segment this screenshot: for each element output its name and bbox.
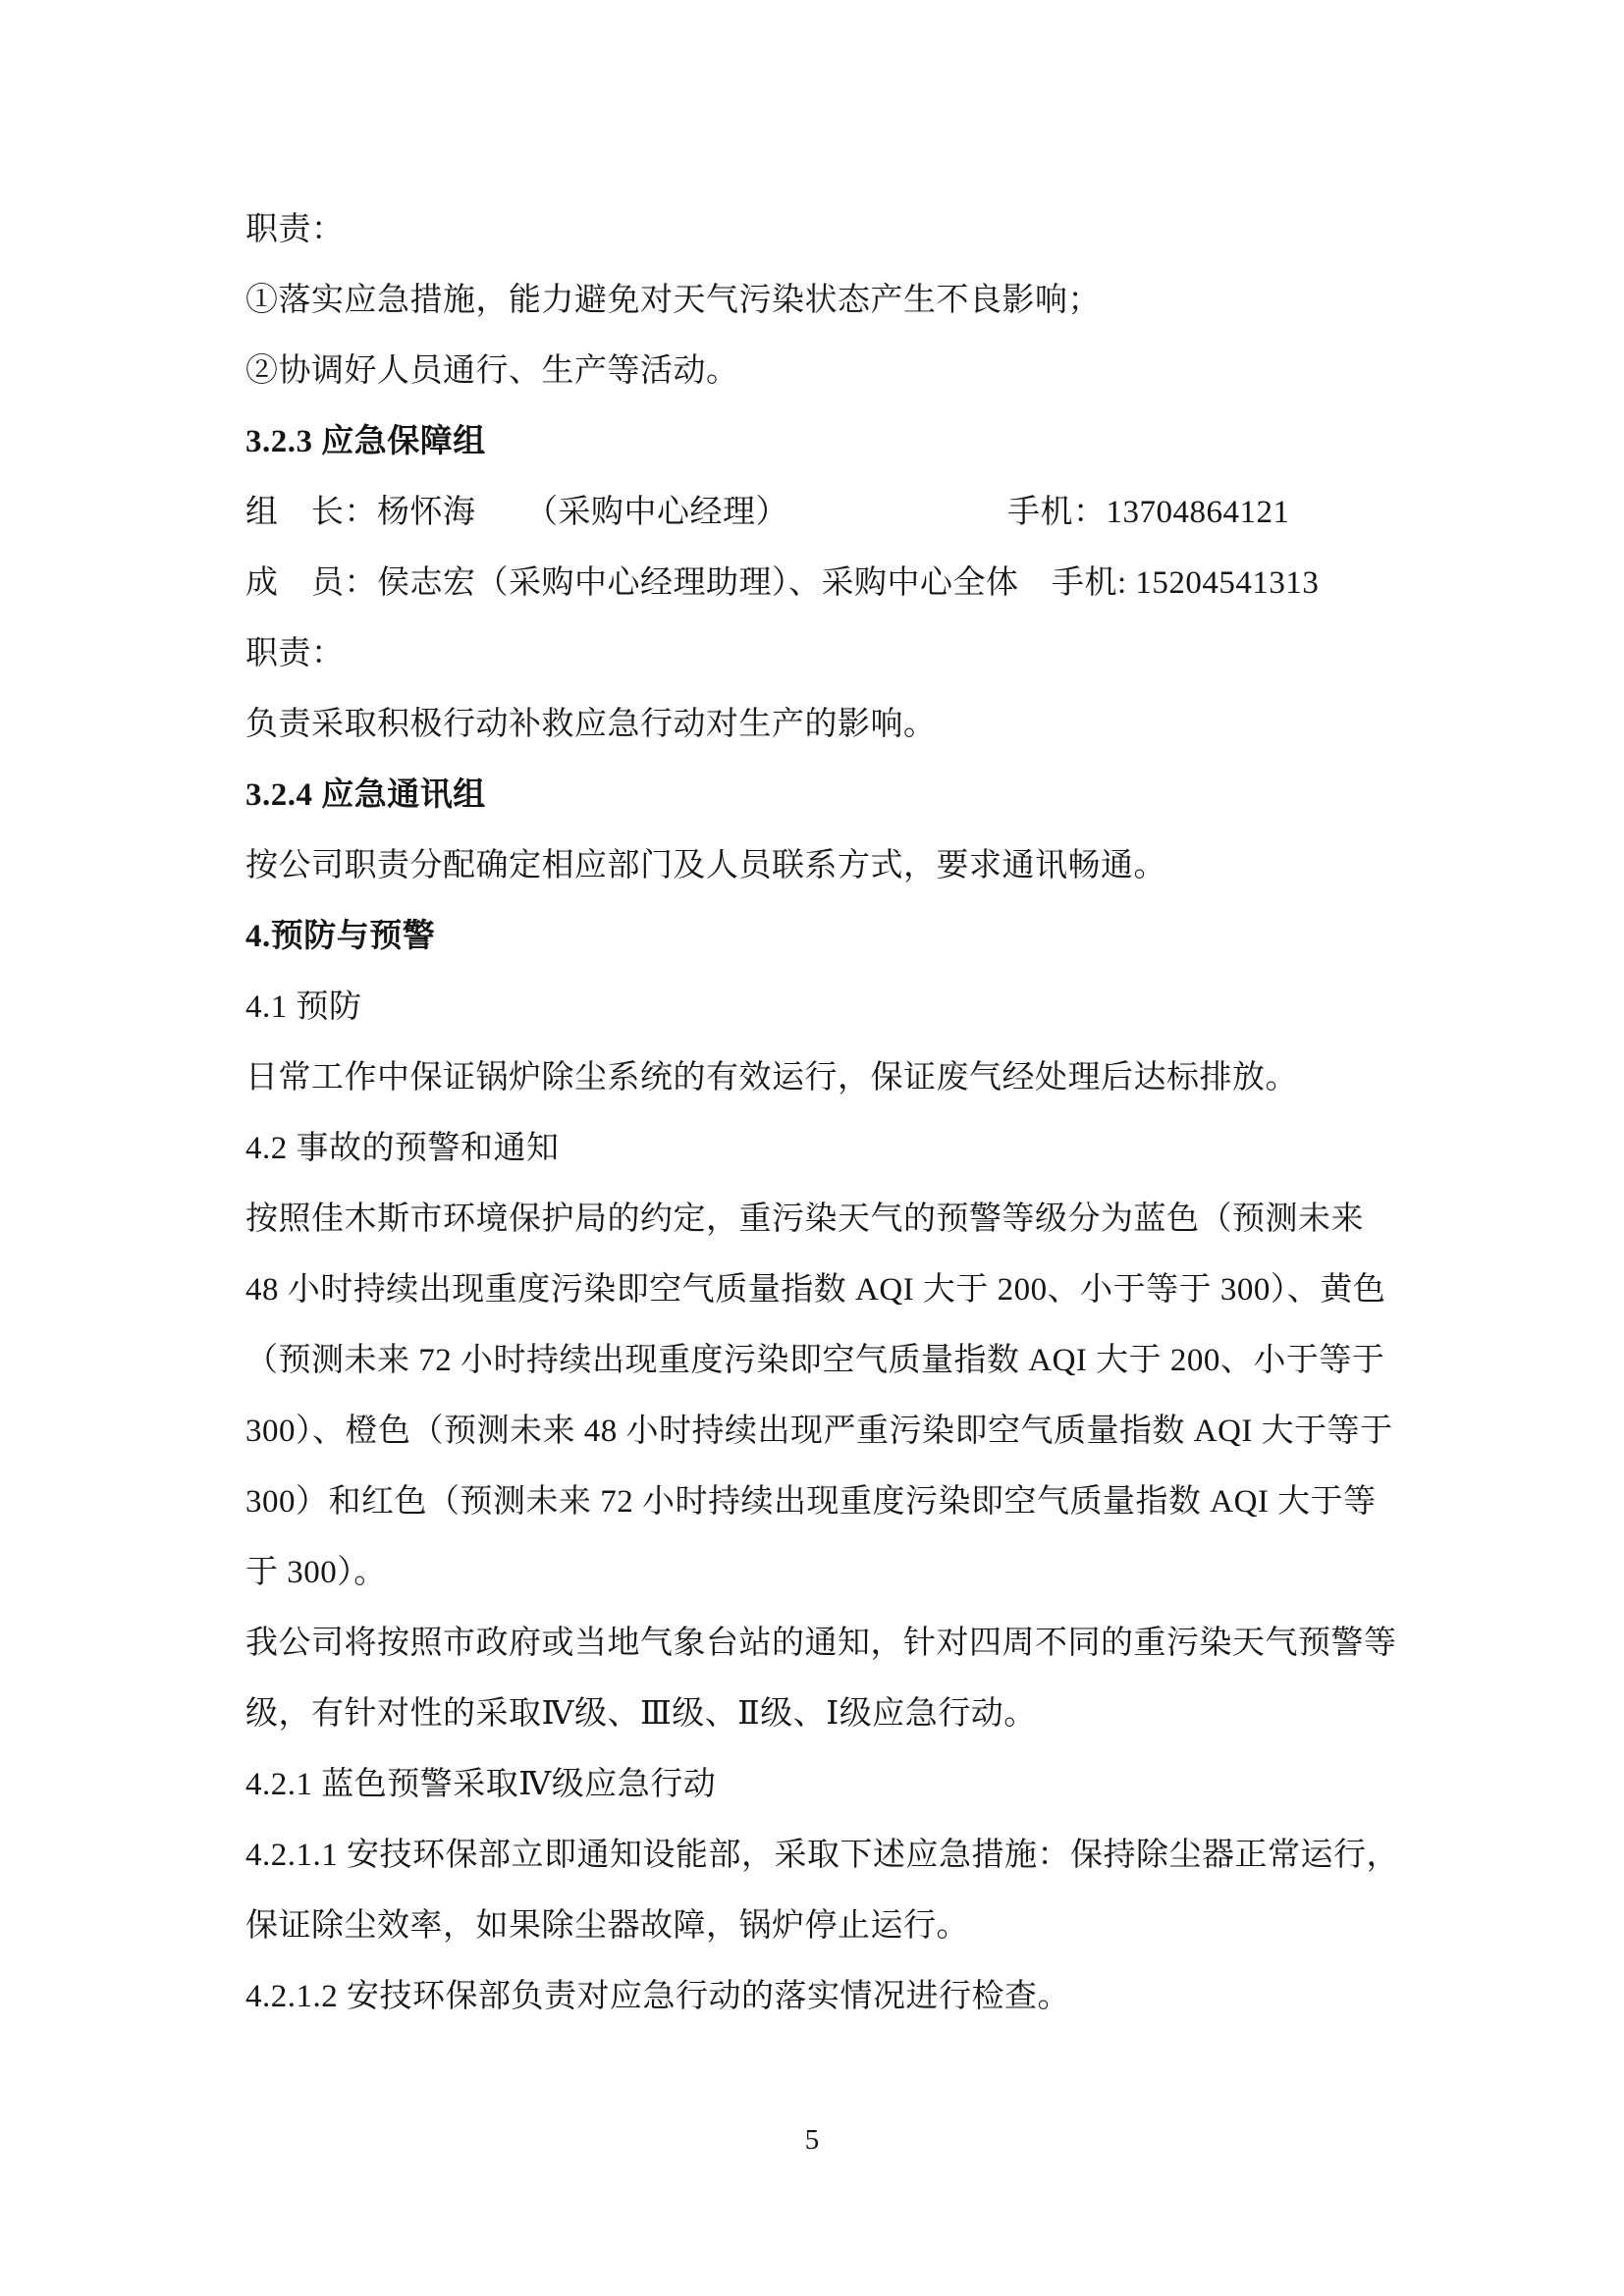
text-line: 于 300）。	[245, 1555, 387, 1590]
text-line: 日常工作中保证锅炉除尘系统的有效运行，保证废气经处理后达标排放。	[245, 1060, 1298, 1095]
phone-number: 手机：13704864121	[1007, 495, 1290, 530]
section-heading: 4.预防与预警	[245, 919, 436, 954]
text-line: 级，有针对性的采取Ⅳ级、Ⅲ级、Ⅱ级、Ⅰ级应急行动。	[245, 1696, 1037, 1732]
contact-label: 组 长：杨怀海 （采购中心经理）	[245, 495, 788, 530]
text-line: ①落实应急措施，能力避免对天气污染状态产生不良影响；	[245, 283, 1101, 318]
text-line: ②协调好人员通行、生产等活动。	[245, 353, 739, 389]
text-line: 4.2.1.1 安技环保部立即通知设能部，采取下述应急措施：保持除尘器正常运行，	[245, 1838, 1399, 1873]
text-line: 按公司职责分配确定相应部门及人员联系方式，要求通讯畅通。	[245, 848, 1166, 883]
page-number: 5	[804, 2124, 820, 2156]
section-heading: 3.2.3 应急保障组	[245, 424, 486, 459]
text-line: 48 小时持续出现重度污染即空气质量指数 AQI 大于 200、小于等于 300）、黄色	[245, 1272, 1386, 1308]
text-line: 4.2.1 蓝色预警采取Ⅳ级应急行动	[245, 1767, 717, 1802]
text-line: 成 员：侯志宏（采购中心经理助理）、采购中心全体 手机: 15204541313	[245, 565, 1320, 601]
text-line: 职责：	[245, 212, 345, 247]
text-line: 300）和红色（预测未来 72 小时持续出现重度污染即空气质量指数 AQI 大于等	[245, 1484, 1377, 1520]
text-line: 4.2.1.2 安技环保部负责对应急行动的落实情况进行检查。	[245, 1979, 1070, 2014]
page-content	[245, 194, 1399, 2032]
section-heading: 3.2.4 应急通讯组	[245, 777, 486, 813]
text-line: 4.2 事故的预警和通知	[245, 1131, 560, 1166]
text-line: 我公司将按照市政府或当地气象台站的通知，针对四周不同的重污染天气预警等	[245, 1626, 1397, 1661]
text-line: 300）、橙色（预测未来 48 小时持续出现严重污染即空气质量指数 AQI 大于等于	[245, 1414, 1393, 1449]
text-line: 4.1 预防	[245, 989, 362, 1025]
text-line: 按照佳木斯市环境保护局的约定，重污染天气的预警等级分为蓝色（预测未来	[245, 1201, 1364, 1237]
text-line: 负责采取积极行动补救应急行动对生产的影响。	[245, 707, 937, 742]
text-line: 保证除尘效率，如果除尘器故障，锅炉停止运行。	[245, 1908, 969, 1944]
contact-line	[245, 477, 1388, 548]
text-line: （预测未来 72 小时持续出现重度污染即空气质量指数 AQI 大于 200、小于等于	[245, 1343, 1385, 1378]
text-line: 职责：	[245, 636, 345, 671]
